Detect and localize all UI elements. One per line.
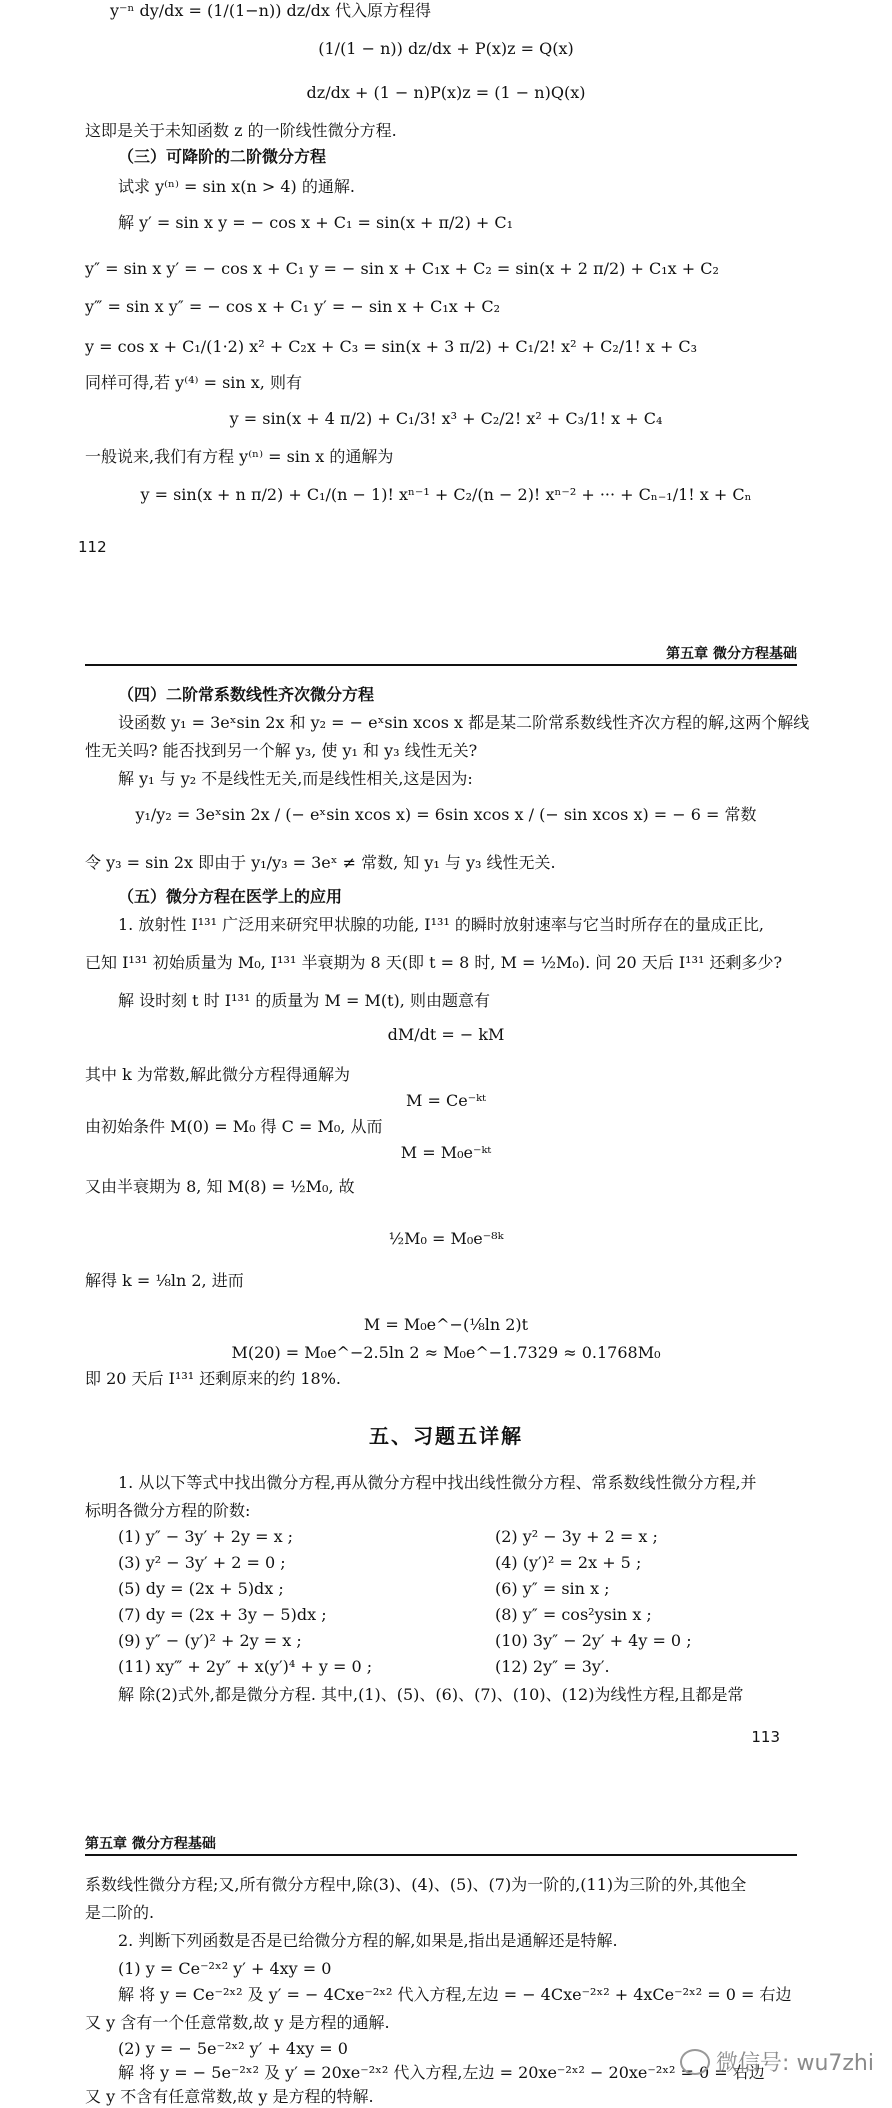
solution-line: 解 除(2)式外,都是微分方程. 其中,(1)、(5)、(6)、(7)、(10)、(12)为线性方程,且都是常 <box>118 1685 744 1704</box>
exercise-item: (1) y = Ce⁻²ˣ² y′ + 4xy = 0 <box>118 1959 332 1978</box>
solution-line: 解 设时刻 t 时 I¹³¹ 的质量为 M = M(t), 则由题意有 <box>118 991 490 1010</box>
text-line: 一般说来,我们有方程 y⁽ⁿ⁾ = sin x 的通解为 <box>85 447 394 466</box>
wechat-icon <box>680 2049 710 2075</box>
exercise-item: (3) y² − 3y′ + 2 = 0 ; <box>118 1553 286 1572</box>
text-line: 1. 从以下等式中找出微分方程,再从微分方程中找出线性微分方程、常系数线性微分方程,并 <box>118 1473 757 1492</box>
text-line: 性无关吗? 能否找到另一个解 y₃, 使 y₁ 和 y₃ 线性无关? <box>85 741 478 760</box>
watermark-text: 微信号: wu7zhi <box>716 2051 874 2076</box>
running-header: 第五章 微分方程基础 <box>666 646 797 662</box>
text-line: 已知 I¹³¹ 初始质量为 M₀, I¹³¹ 半衰期为 8 天(即 t = 8 时, M = ½M₀). 问 20 天后 I¹³¹ 还剩多少? <box>85 953 783 972</box>
exercise-item: (5) dy = (2x + 5)dx ; <box>118 1579 284 1598</box>
text-line: 系数线性微分方程;又,所有微分方程中,除(3)、(4)、(5)、(7)为一阶的,(11)为三阶的外,其他全 <box>85 1875 747 1894</box>
equation: M = M₀e⁻ᵏᵗ <box>400 1143 492 1162</box>
text-line: 即 20 天后 I¹³¹ 还剩原来的约 18%. <box>85 1369 342 1388</box>
equation: dM/dt = − kM <box>387 1025 505 1044</box>
equation: y‴ = sin x y″ = − cos x + C₁ y′ = − sin x + C₁x + C₂ <box>85 297 501 316</box>
solution-line: 解 y′ = sin x y = − cos x + C₁ = sin(x + π/2) + C₁ <box>118 213 514 232</box>
page-number: 113 <box>751 1728 780 1746</box>
text-line: 令 y₃ = sin 2x 即由于 y₁/y₃ = 3eˣ ≠ 常数, 知 y₁ 与 y₃ 线性无关. <box>85 853 556 872</box>
exercise-item: (9) y″ − (y′)² + 2y = x ; <box>118 1631 302 1650</box>
equation: M = Ce⁻ᵏᵗ <box>406 1091 486 1110</box>
equation: y = sin(x + n π/2) + C₁/(n − 1)! xⁿ⁻¹ + C₂/(n − 2)! xⁿ⁻² + ··· + Cₙ₋₁/1! x + Cₙ <box>140 485 752 504</box>
equation: y″ = sin x y′ = − cos x + C₁ y = − sin x + C₁x + C₂ = sin(x + 2 π/2) + C₁x + C₂ <box>85 259 719 278</box>
page-number: 112 <box>78 538 107 556</box>
equation: ½M₀ = M₀e⁻⁸ᵏ <box>388 1229 504 1248</box>
equation: (1/(1 − n)) dz/dx + P(x)z = Q(x) <box>318 39 574 58</box>
watermark <box>680 2046 874 2077</box>
text-line: 又 y 含有一个任意常数,故 y 是方程的通解. <box>85 2013 390 2032</box>
solution-line: 解 y₁ 与 y₂ 不是线性无关,而是线性相关,这是因为: <box>118 769 473 788</box>
exercise-item: (1) y″ − 3y′ + 2y = x ; <box>118 1527 294 1546</box>
equation: y = sin(x + 4 π/2) + C₁/3! x³ + C₂/2! x² + C₃/1! x + C₄ <box>229 409 663 428</box>
exercise-item: (2) y² − 3y + 2 = x ; <box>495 1527 658 1546</box>
equation: M = M₀e^−(⅛ln 2)t <box>363 1315 529 1334</box>
text-line: 解得 k = ⅛ln 2, 进而 <box>85 1271 244 1290</box>
text-line: 是二阶的. <box>85 1903 155 1922</box>
text-line: 其中 k 为常数,解此微分方程得通解为 <box>85 1065 350 1084</box>
exercise-item: (2) y = − 5e⁻²ˣ² y′ + 4xy = 0 <box>118 2039 348 2058</box>
equation: y = cos x + C₁/(1·2) x² + C₂x + C₃ = sin(x + 3 π/2) + C₁/2! x² + C₂/1! x + C₃ <box>85 337 698 356</box>
text-line: y⁻ⁿ dy/dx = (1/(1−n)) dz/dx 代入原方程得 <box>110 1 431 20</box>
equation: dz/dx + (1 − n)P(x)z = (1 − n)Q(x) <box>306 83 586 102</box>
equation: M(20) = M₀e^−2.5ln 2 ≈ M₀e^−1.7329 ≈ 0.1768M₀ <box>231 1343 661 1362</box>
text-line: 由初始条件 M(0) = M₀ 得 C = M₀, 从而 <box>85 1117 383 1136</box>
section-title: 五、习题五详解 <box>369 1424 523 1448</box>
subsection-heading: （四）二阶常系数线性齐次微分方程 <box>118 685 375 704</box>
text-line: 试求 y⁽ⁿ⁾ = sin x(n > 4) 的通解. <box>118 177 355 196</box>
exercise-item: (7) dy = (2x + 3y − 5)dx ; <box>118 1605 327 1624</box>
header-rule <box>85 664 797 666</box>
text-line: 标明各微分方程的阶数: <box>85 1501 251 1520</box>
solution-line: 解 将 y = Ce⁻²ˣ² 及 y′ = − 4Cxe⁻²ˣ² 代入方程,左边 = − 4Cxe⁻²ˣ² + 4xCe⁻²ˣ² = 0 = 右边 <box>118 1985 792 2004</box>
running-header: 第五章 微分方程基础 <box>85 1836 216 1852</box>
text-line: 设函数 y₁ = 3eˣsin 2x 和 y₂ = − eˣsin xcos x 都是某二阶常系数线性齐次方程的解,这两个解线 <box>118 713 810 732</box>
exercise-item: (12) 2y″ = 3y′. <box>495 1657 610 1676</box>
text-line: 又由半衰期为 8, 知 M(8) = ½M₀, 故 <box>85 1177 355 1196</box>
subsection-heading: （三）可降阶的二阶微分方程 <box>118 147 327 166</box>
exercise-item: (4) (y′)² = 2x + 5 ; <box>495 1553 642 1572</box>
exercise-item: (10) 3y″ − 2y′ + 4y = 0 ; <box>495 1631 692 1650</box>
solution-line: 解 将 y = − 5e⁻²ˣ² 及 y′ = 20xe⁻²ˣ² 代入方程,左边 = 20xe⁻²ˣ² − 20xe⁻²ˣ² = 0 = 右边 <box>118 2063 765 2082</box>
header-rule <box>85 1854 797 1856</box>
text-line: 又 y 不含有任意常数,故 y 是方程的特解. <box>85 2087 374 2106</box>
text-line: 2. 判断下列函数是否是已给微分方程的解,如果是,指出是通解还是特解. <box>118 1931 618 1950</box>
text-line: 这即是关于未知函数 z 的一阶线性微分方程. <box>85 121 397 140</box>
exercise-item: (6) y″ = sin x ; <box>495 1579 610 1598</box>
equation: y₁/y₂ = 3eˣsin 2x / (− eˣsin xcos x) = 6sin xcos x / (− sin xcos x) = − 6 = 常数 <box>135 805 757 824</box>
text-line: 同样可得,若 y⁽⁴⁾ = sin x, 则有 <box>85 373 302 392</box>
subsection-heading: （五）微分方程在医学上的应用 <box>118 887 343 906</box>
text-line: 1. 放射性 I¹³¹ 广泛用来研究甲状腺的功能, I¹³¹ 的瞬时放射速率与它当时所存在的量成正比, <box>118 915 764 934</box>
exercise-item: (11) xy‴ + 2y″ + x(y′)⁴ + y = 0 ; <box>118 1657 373 1676</box>
exercise-item: (8) y″ = cos²ysin x ; <box>495 1605 652 1624</box>
